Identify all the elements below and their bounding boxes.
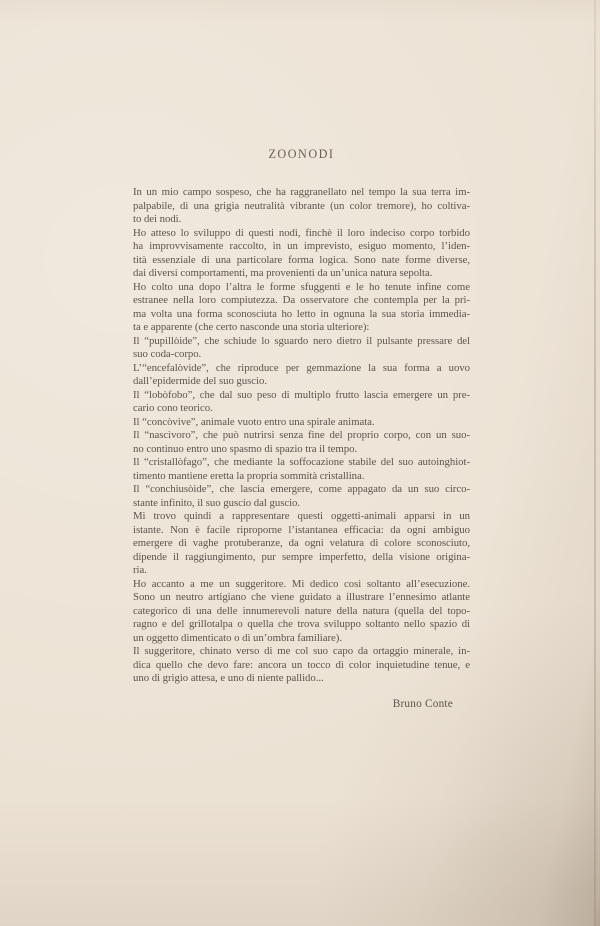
text-line: Il suggeritore, chinato verso di me col suo capo da ortaggio minerale, in- (133, 645, 470, 657)
text-line: dall’epidermide del suo guscio. (133, 375, 267, 387)
text-line: Il “conchiusòide”, che lascia emergere, come appagato da un suo circo- (133, 483, 470, 495)
author-signature: Bruno Conte (392, 698, 453, 710)
text-line: ta e apparente (che certo nasconde una storia ulteriore): (133, 321, 370, 333)
text-line: Il “nascìvoro”, che può nutrirsi senza fine del proprio corpo, con un suo- (133, 429, 470, 441)
text-line: Il “cristallòfago”, che mediante la soffocazione stabile del suo autoinghiot- (133, 456, 470, 468)
text-line: ha improvvisamente raccolto, in un imprevisto, esiguo momento, l’iden- (133, 240, 470, 252)
text-line: istante. Non è facile riproporne l’istantanea efficacia: da ogni ambiguo (133, 523, 470, 536)
text-line: Il “lobòfobo”, che dal suo peso di multiplo frutto lascia emergere un pre- (133, 388, 470, 401)
text-line: Il “pupillòide”, che schiude lo sguardo nero dietro il pulsante pressare del (133, 334, 470, 347)
text-block (133, 186, 470, 686)
text-line: Mi trovo quindi a rappresentare questi oggetti-animali apparsi in un (133, 510, 470, 522)
text-line: un oggetto dimenticato o di un’ombra familiare). (133, 631, 342, 644)
text-line: Ho atteso lo sviluppo di questi nodi, finchè il loro indeciso corpo torbido (133, 226, 470, 239)
text-line: dai diversi comportamenti, ma provenienti da un’unica natura sepolta. (133, 267, 433, 279)
text-line: to dei nodi. (133, 213, 182, 225)
text-line: ma volta una forma sconosciuta ho letto in ognuna la sua storia immedia- (133, 307, 470, 320)
text-line: suo coda-corpo. (133, 348, 202, 360)
text-line: stante infinito, il suo guscio dal guscio. (133, 496, 301, 509)
text-line: emergere di vaghe protuberanze, da ogni velatura di colore sconosciuto, (133, 537, 470, 549)
text-line: L’“encefalòvide”, che riproduce per gemmazione la sua forma a uovo (133, 361, 470, 374)
text-line: cario cono teorico. (133, 402, 213, 414)
text-line: tità essenziale di una particolare forma logica. Sono nate forme diverse, (133, 253, 470, 266)
text-line: dipende il raggiungimento, pur sempre imperfetto, della visione origina- (133, 550, 470, 563)
text-line: Il “concòvive”, animale vuoto entro una spirale animata. (133, 415, 375, 428)
text-line: timento mantiene eretta la propria sommità cristallina. (133, 469, 365, 482)
text-line: categorico di una delle innumerevoli nature della natura (quella del topo- (133, 604, 470, 617)
text-line: ria. (133, 564, 147, 576)
text-line: Sono un neutro artigiano che viene guidato a illustrare l’ennesimo atlante (133, 591, 470, 603)
text-line: dica quello che devo fare: ancora un tocco di color inquietudine tenue, e (133, 658, 470, 671)
text-line: palpabile, di una grigia neutralità vibrante (un color tremore), ho coltiva- (133, 199, 470, 212)
text-line: In un mio campo sospeso, che ha raggranellato nel tempo la sua terra im- (133, 186, 470, 198)
paper-edge-crease (594, 0, 596, 926)
page-title: ZOONODI (268, 147, 335, 161)
text-line: uno di grigio attesa, e uno di niente pallido... (133, 672, 324, 684)
text-line: Ho colto una dopo l’altra le forme sfuggenti e le ho tenute infine come (133, 280, 470, 293)
text-line: estranee nella loro compiutezza. Da osservatore che contempla per la pri- (133, 294, 470, 306)
text-line: ragno e del grillotalpa o quella che trova sviluppo soltanto nello spazio di (133, 618, 470, 630)
text-line: Ho accanto a me un suggeritore. Mi dedico così soltanto all’esecuzione. (133, 577, 470, 590)
text-line: no continuo entro uno spasmo di spazio tra il tempo. (133, 442, 358, 455)
